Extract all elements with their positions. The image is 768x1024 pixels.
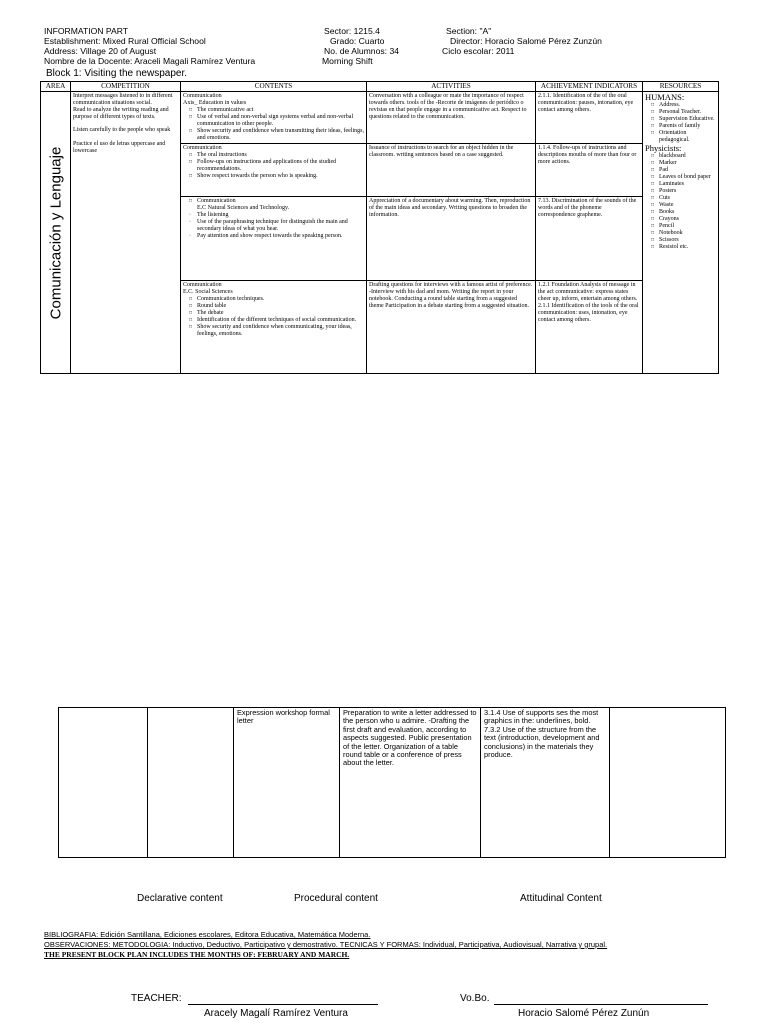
contents-item: □ Show security and confidence when communicating, your ideas, feelings, emotions.	[183, 324, 364, 338]
teacher-signature-label: TEACHER:	[131, 993, 182, 1004]
teacher-signature-line	[188, 1004, 378, 1005]
student-count: No. de Alumnos: 34	[324, 46, 400, 56]
resource-item: □ Supervision Educative.	[645, 116, 716, 123]
header-area: AREA	[41, 82, 71, 92]
block-title: Block 1: Visiting the newspaper.	[46, 68, 188, 79]
contents-cell	[181, 197, 367, 281]
director: Director: Horacio Salomé Pérez Zunzún	[450, 36, 602, 46]
resource-item: □ Scissors	[645, 237, 716, 244]
grade: Grado: Cuarto	[330, 36, 385, 46]
director-signature-line	[494, 1004, 708, 1005]
section: Section: "A"	[446, 26, 492, 36]
contents-cell	[181, 92, 367, 144]
competition-cell	[71, 92, 181, 374]
contents-item: · Use of the paraphrasing technique for distinguish the main and secondary ideas of what you hear.	[183, 219, 364, 233]
bibliography: BIBLIOGRAFIA: Edición Santillana, Ediciones escolares, Editora Educativa, Matemática Moderna.	[44, 930, 371, 939]
resource-item: □ Resistol etc.	[645, 244, 716, 251]
vobo-label: Vo.Bo.	[460, 993, 490, 1004]
contents-title: Communication	[183, 145, 222, 151]
contents-item: □ Use of verbal and non-verbal sign systems verbal and non-verbal communication to other people.	[183, 114, 364, 128]
indicators-cell: 7.13. Discrimination of the sounds of the words and of the phoneme correspondence grapheme.	[536, 197, 643, 281]
address: Address: Village 20 of August	[44, 46, 157, 56]
resource-item: □ Laminates	[645, 181, 716, 188]
resource-item: □ Crayons	[645, 216, 716, 223]
competition-3: Listen carefully to the people who speak	[73, 127, 171, 133]
resource-item: □ Posters	[645, 188, 716, 195]
info-part-heading: INFORMATION PART	[44, 26, 129, 36]
contents-item: □ The communicative act	[183, 107, 364, 114]
resources-humans: HUMANS:	[645, 92, 685, 102]
attitudinal-label: Attitudinal Content	[520, 893, 602, 904]
resource-item: □ Pad	[645, 167, 716, 174]
block-months: THE PRESENT BLOCK PLAN INCLUDES THE MONTHS OF: FEBRUARY AND MARCH.	[44, 950, 350, 959]
contents-cell: Expression workshop formal letter	[234, 708, 340, 858]
resource-item: □ Pencil	[645, 223, 716, 230]
competition-1: Interpret messages listened to in different communication situations social.	[73, 93, 173, 106]
area-cell	[41, 92, 71, 374]
contents-item: □ The oral instructions	[183, 152, 364, 159]
resource-item: □ Cuts	[645, 195, 716, 202]
contents-item: □ Communication	[183, 198, 364, 205]
empty-cell	[610, 708, 726, 858]
contents-item: □ Identification of the different techniques of social communication.	[183, 317, 364, 324]
contents-item: □ The debate	[183, 310, 364, 317]
table-row	[59, 708, 726, 858]
school-year: Ciclo escolar: 2011	[442, 46, 515, 56]
sector: Sector: 1215.4	[324, 26, 380, 36]
empty-cell	[59, 708, 148, 858]
contents-title: Communication	[183, 282, 222, 288]
activities-cell: Issuance of instructions to search for an object hidden in the classroom. writing sentences based on a case suggested.	[367, 144, 536, 197]
resource-item: □ Waste	[645, 202, 716, 209]
resource-item: □ Notebook	[645, 230, 716, 237]
contents-item: · Pay attention and show respect towards the speaking person.	[183, 233, 364, 240]
resource-item: □ Books	[645, 209, 716, 216]
resource-item: □ Orientation pedagogical.	[645, 130, 716, 144]
activities-cell: Appreciation of a documentary about warming. Then, reproduction of the main ideas and secondary. Writing questions to broaden the information.	[367, 197, 536, 281]
header-indicators: ACHIEVEMENT INDICATORS	[536, 82, 643, 92]
indicators-cell: 3.1.4 Use of supports ses the most graphics in the: underlines, bold. 7.3.2 Use of the structure from the text (introduction, development and conclusions) in the materials they produce.	[481, 708, 610, 858]
resources-cell	[643, 92, 719, 374]
contents-cell	[181, 144, 367, 197]
indicators-cell: 2.1.1. Identification of the of the oral communication: pauses, intonation, eye contact among others.	[536, 92, 643, 144]
resource-item: □ Address.	[645, 102, 716, 109]
contents-item: □ Follow-ups on instructions and applications of the studied recommendations.	[183, 159, 364, 173]
table-row	[41, 92, 719, 144]
resource-item: □ blackboard	[645, 153, 716, 160]
contents-item: · The listening	[183, 212, 364, 219]
teacher-name: Nombre de la Docente: Araceli Magali Ramírez Ventura	[44, 56, 256, 66]
observations: OBSERVACIONES: METODOLOGIA: Inductivo, Deductivo, Participativo y demostrativo. TECNICAS Y FORMAS: Individual, Participativa, Audiovisual, Narrativa y grupal.	[44, 940, 608, 949]
contents-subtitle: E.C Natural Sciences and Technology.	[197, 205, 290, 211]
contents-subtitle: E.C. Social Sciences	[183, 289, 233, 295]
declarative-label: Declarative content	[137, 893, 223, 904]
competition-2: Read to analyze the writing reading and purpose of different types of texts.	[73, 107, 169, 120]
resource-item: □ Marker	[645, 160, 716, 167]
teacher-signature-name: Aracely Magalí Ramírez Ventura	[204, 1008, 348, 1019]
activities-cell: Drafting questions for interviews with a famous artist of preference. -Interview with his dad and mom. Writing the report in your notebook. Conducting a round table starting from a suggested theme Participation in a debate starting from a suggested situation.	[367, 281, 536, 374]
resource-item: □ Personal Teacher.	[645, 109, 716, 116]
procedural-label: Procedural content	[294, 893, 378, 904]
contents-title: Communication	[183, 93, 222, 99]
contents-item: □ Round table	[183, 303, 364, 310]
header-competition: COMPETITION	[71, 82, 181, 92]
contents-item: □ Show respect towards the person who is speaking.	[183, 173, 364, 180]
table-header-row	[41, 82, 719, 92]
header-contents: CONTENTS	[181, 82, 367, 92]
indicators-cell: 1.1.4. Follow-ups of instructions and descriptions mouths of more than four or more actions.	[536, 144, 643, 197]
director-signature-name: Horacio Salomé Pérez Zunún	[518, 1008, 650, 1019]
planning-table	[40, 81, 719, 374]
shift: Morning Shift	[322, 56, 373, 66]
contents-item: □ Show security and confidence when transmitting their ideas, feelings, and emotions.	[183, 128, 364, 142]
establishment: Establishment: Mixed Rural Official School	[44, 36, 206, 46]
resource-item: □ Parents of family	[645, 123, 716, 130]
header-activities: ACTIVITIES	[367, 82, 536, 92]
resource-item: □ Leaves of bond paper	[645, 174, 716, 181]
contents-cell	[181, 281, 367, 374]
activities-cell: Conversation with a colleague or mate the importance of respect towards others. tools of the -Recorte de imágenes de periódico o revistas en that people engage in a communicative act. Respect to questions related to the communication.	[367, 92, 536, 144]
indicators-cell: 1.2.1 Foundation Analysis of message in the act communicative: express states cheer up, inform, entertain among others. 2.1.1 Identification of the tools of the oral communication: uses, intonation, eye contact among others.	[536, 281, 643, 374]
contents-item: □ Communication techniques.	[183, 296, 364, 303]
continuation-table	[58, 707, 726, 858]
resources-physicists: Physicists:	[645, 143, 682, 153]
competition-4: Practice el uso de letras uppercase and lowercase	[73, 141, 166, 154]
activities-cell: Preparation to write a letter addressed to the person who u admire. -Drafting the first draft and evaluation, according to aspects suggested. Public presentation of the letter. Organization of a table round table or a conference of press about the letter.	[340, 708, 481, 858]
header-resources: RESOURCES	[643, 82, 719, 92]
area-label: Comunicación y Lenguaje	[47, 146, 64, 319]
empty-cell	[148, 708, 234, 858]
contents-axis: Axis_ Education in values	[183, 100, 247, 106]
